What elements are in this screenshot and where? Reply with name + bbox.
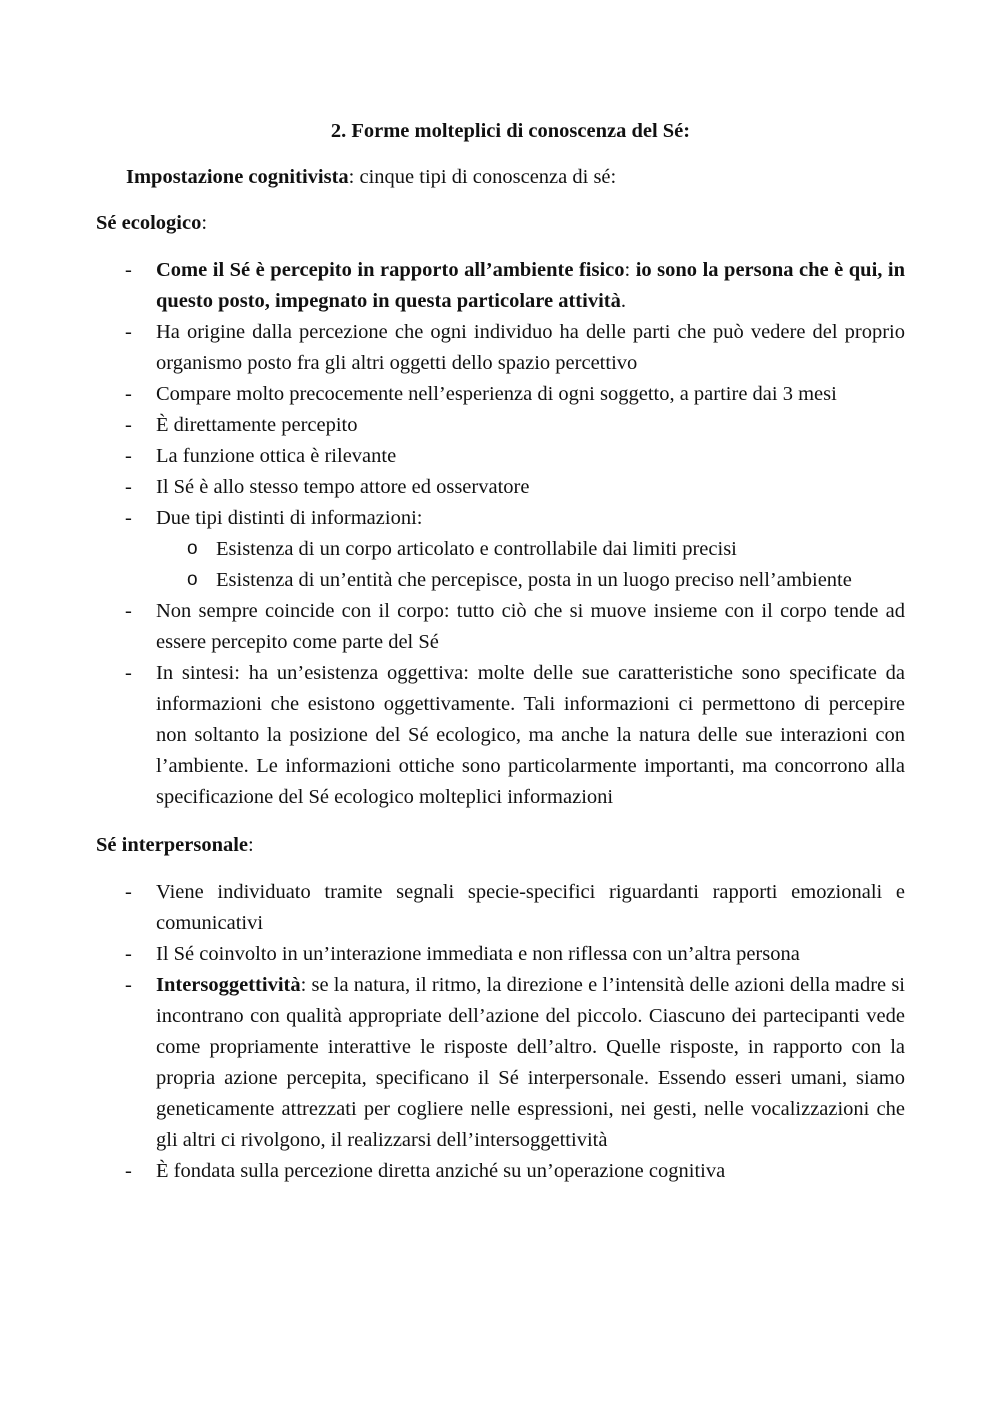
ecological-heading-text: Sé ecologico bbox=[96, 212, 202, 234]
ecological-heading bbox=[96, 208, 905, 239]
section-title: 2. Forme molteplici di conoscenza del Sé: bbox=[330, 120, 691, 142]
item-text: È direttamente percepito bbox=[156, 414, 358, 436]
circle-bullet: o bbox=[187, 569, 198, 590]
list-item bbox=[96, 596, 905, 658]
dash-bullet: - bbox=[125, 507, 132, 529]
dash-bullet: - bbox=[125, 259, 132, 281]
dash-bullet: - bbox=[125, 662, 132, 684]
dash-bullet: - bbox=[125, 321, 132, 343]
sub-list bbox=[156, 534, 905, 596]
interpersonal-list bbox=[96, 877, 905, 1187]
list-item bbox=[96, 877, 905, 939]
item-bold: Come il Sé è percepito in rapporto all’ambiente fisico bbox=[156, 259, 625, 281]
interpersonal-heading-colon: : bbox=[248, 834, 254, 856]
item-text: È fondata sulla percezione diretta anziché su un’operazione cognitiva bbox=[156, 1160, 726, 1182]
list-item bbox=[96, 1156, 905, 1187]
list-item bbox=[96, 410, 905, 441]
list-item bbox=[96, 503, 905, 596]
circle-bullet: o bbox=[187, 538, 198, 559]
item-text: La funzione ottica è rilevante bbox=[156, 445, 397, 467]
list-item bbox=[96, 379, 905, 410]
list-item bbox=[96, 441, 905, 472]
list-item bbox=[96, 317, 905, 379]
list-item bbox=[96, 939, 905, 970]
intro-text: : cinque tipi di conoscenza di sé: bbox=[348, 166, 617, 188]
intro-bold: Impostazione cognitivista bbox=[126, 166, 349, 188]
item-bold: Intersoggettività bbox=[156, 974, 301, 996]
ecological-list bbox=[96, 255, 905, 813]
dash-bullet: - bbox=[125, 476, 132, 498]
item-text: : se la natura, il ritmo, la direzione e l’intensità delle azioni della madre si incontrano con qualità appropriate dell’azione del piccolo. Ciascuno dei partecipanti vede come propriamente interattive le risposte dell’altro. Quelle risposte, in rapporto con la propria azione percepita, specificano il Sé interpersonale. Essendo esseri umani, siamo geneticamente attrezzati per cogliere nelle espressioni, nei gesti, nelle vocalizzazioni che gli altri ci rivolgono, il realizzarsi dell’intersoggettività bbox=[156, 974, 905, 1151]
dash-bullet: - bbox=[125, 414, 132, 436]
item-text: In sintesi: ha un’esistenza oggettiva: molte delle sue caratteristiche sono specificate da informazioni che esistono oggettivamente. Tali informazioni ci permettono di percepire non soltanto la posizione del Sé ecologico, ma anche la natura delle sue interazioni con l’ambiente. Le informazioni ottiche sono particolarmente importanti, ma concorrono alla specificazione del Sé ecologico molteplici informazioni bbox=[156, 662, 905, 808]
item-text: Viene individuato tramite segnali specie-specifici riguardanti rapporti emozionali e comunicativi bbox=[156, 881, 905, 934]
sub-list-item bbox=[156, 565, 905, 596]
item-end: . bbox=[620, 290, 626, 312]
document-body bbox=[96, 116, 905, 1187]
item-text: Il Sé è allo stesso tempo attore ed osservatore bbox=[156, 476, 530, 498]
list-item bbox=[96, 472, 905, 503]
item-text: Non sempre coincide con il corpo: tutto ciò che si muove insieme con il corpo tende ad essere percepito come parte del Sé bbox=[156, 600, 905, 653]
intro-line bbox=[126, 162, 905, 193]
item-separator: : bbox=[624, 259, 636, 281]
item-text: Compare molto precocemente nell’esperienza di ogni soggetto, a partire dai 3 mesi bbox=[156, 383, 837, 405]
dash-bullet: - bbox=[125, 943, 132, 965]
dash-bullet: - bbox=[125, 881, 132, 903]
dash-bullet: - bbox=[125, 974, 132, 996]
item-bold: io sono la persona che è qui, in questo posto, impegnato in questa particolare attività bbox=[156, 259, 905, 312]
dash-bullet: - bbox=[125, 1160, 132, 1182]
sub-item-text: Esistenza di un’entità che percepisce, posta in un luogo preciso nell’ambiente bbox=[216, 569, 852, 591]
interpersonal-heading bbox=[96, 830, 905, 861]
dash-bullet: - bbox=[125, 445, 132, 467]
item-text: Due tipi distinti di informazioni: bbox=[156, 507, 423, 529]
sub-item-text: Esistenza di un corpo articolato e controllabile dai limiti precisi bbox=[216, 538, 737, 560]
ecological-heading-colon: : bbox=[201, 212, 208, 234]
sub-list-item bbox=[156, 534, 905, 565]
dash-bullet: - bbox=[125, 383, 132, 405]
interpersonal-heading-text: Sé interpersonale bbox=[96, 834, 249, 856]
list-item bbox=[96, 970, 905, 1156]
item-text: Il Sé coinvolto in un’interazione immediata e non riflessa con un’altra persona bbox=[156, 943, 800, 965]
dash-bullet: - bbox=[125, 600, 132, 622]
item-text: Ha origine dalla percezione che ogni individuo ha delle parti che può vedere del proprio organismo posto fra gli altri oggetti dello spazio percettivo bbox=[156, 321, 905, 374]
list-item bbox=[96, 658, 905, 813]
list-item bbox=[96, 255, 905, 317]
